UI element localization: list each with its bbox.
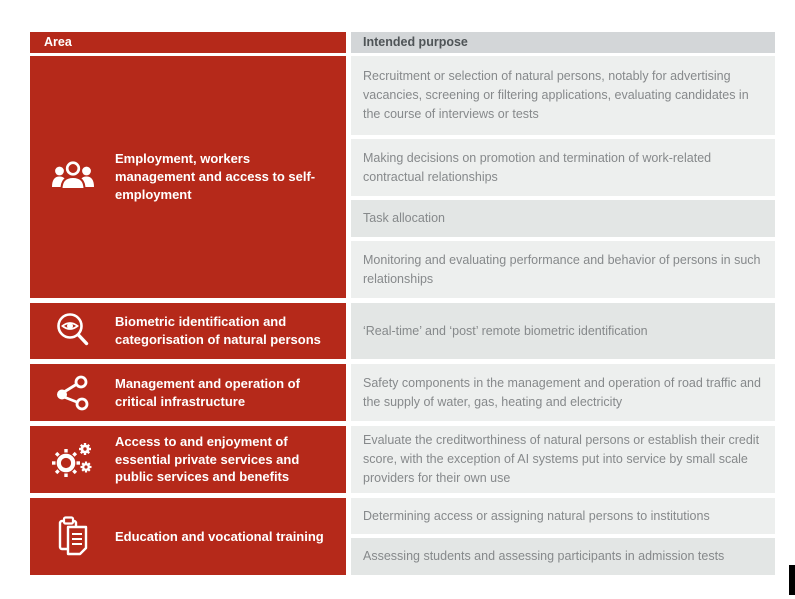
- purpose-cells: [351, 364, 775, 421]
- row-group-education: [30, 498, 775, 575]
- purpose-cells: [351, 56, 775, 298]
- area-cell-biometric: [30, 303, 346, 359]
- area-cell-employment: [30, 56, 346, 298]
- purpose-cells: [351, 303, 775, 359]
- purpose-cell-monitoring: Monitoring and evaluating performance and behavior of persons in such relationships: [351, 241, 775, 298]
- area-cell-essential-services: [30, 426, 346, 493]
- purpose-cell-remote-biometric-id: ‘Real-time’ and ‘post’ remote biometric identification: [351, 303, 775, 359]
- purpose-cell-safety-components: Safety components in the management and operation of road traffic and the supply of water, gas, heating and electricity: [351, 364, 775, 421]
- people-icon: [30, 159, 115, 195]
- column-header-intended-purpose: Intended purpose: [351, 32, 775, 53]
- risk-areas-table: [30, 32, 775, 580]
- cursor-artifact: [789, 565, 795, 595]
- purpose-cell-determining-access: Determining access or assigning natural persons to institutions: [351, 498, 775, 534]
- purpose-cell-assessing-students: Assessing students and assessing participants in admission tests: [351, 538, 775, 575]
- network-nodes-icon: [30, 373, 115, 413]
- purpose-cells: [351, 426, 775, 493]
- area-cell-education: [30, 498, 346, 575]
- area-label-employment: Employment, workers management and access to self-employment: [115, 151, 316, 202]
- area-label-education: Education and vocational training: [115, 528, 324, 544]
- area-label-critical-infrastructure: Management and operation of critical infrastructure: [115, 375, 300, 409]
- column-header-area: Area: [30, 32, 346, 53]
- row-group-biometric: [30, 303, 775, 359]
- clipboard-document-icon: [30, 515, 115, 559]
- table-header-row: [30, 32, 775, 53]
- row-group-employment: [30, 56, 775, 298]
- row-group-critical-infrastructure: [30, 364, 775, 421]
- row-group-essential-services: [30, 426, 775, 493]
- area-label-biometric: Biometric identification and categorisation of natural persons: [115, 314, 321, 347]
- purpose-cells: [351, 498, 775, 575]
- purpose-cell-promotion-termination: Making decisions on promotion and termination of work-related contractual relationships: [351, 139, 775, 196]
- area-cell-critical-infrastructure: [30, 364, 346, 421]
- purpose-cell-creditworthiness: Evaluate the creditworthiness of natural persons or establish their credit score, with the exception of AI systems put into service by small scale providers for their own use: [351, 426, 775, 493]
- biometric-eye-magnifier-icon: [30, 311, 115, 351]
- area-label-essential-services: Access to and enjoyment of essential private services and public services and benefits: [115, 433, 300, 485]
- purpose-cell-task-allocation: Task allocation: [351, 200, 775, 237]
- purpose-cell-recruitment: Recruitment or selection of natural persons, notably for advertising vacancies, screening or filtering applications, evaluating candidates in the course of interviews or tests: [351, 56, 775, 135]
- gears-icon: [30, 440, 115, 480]
